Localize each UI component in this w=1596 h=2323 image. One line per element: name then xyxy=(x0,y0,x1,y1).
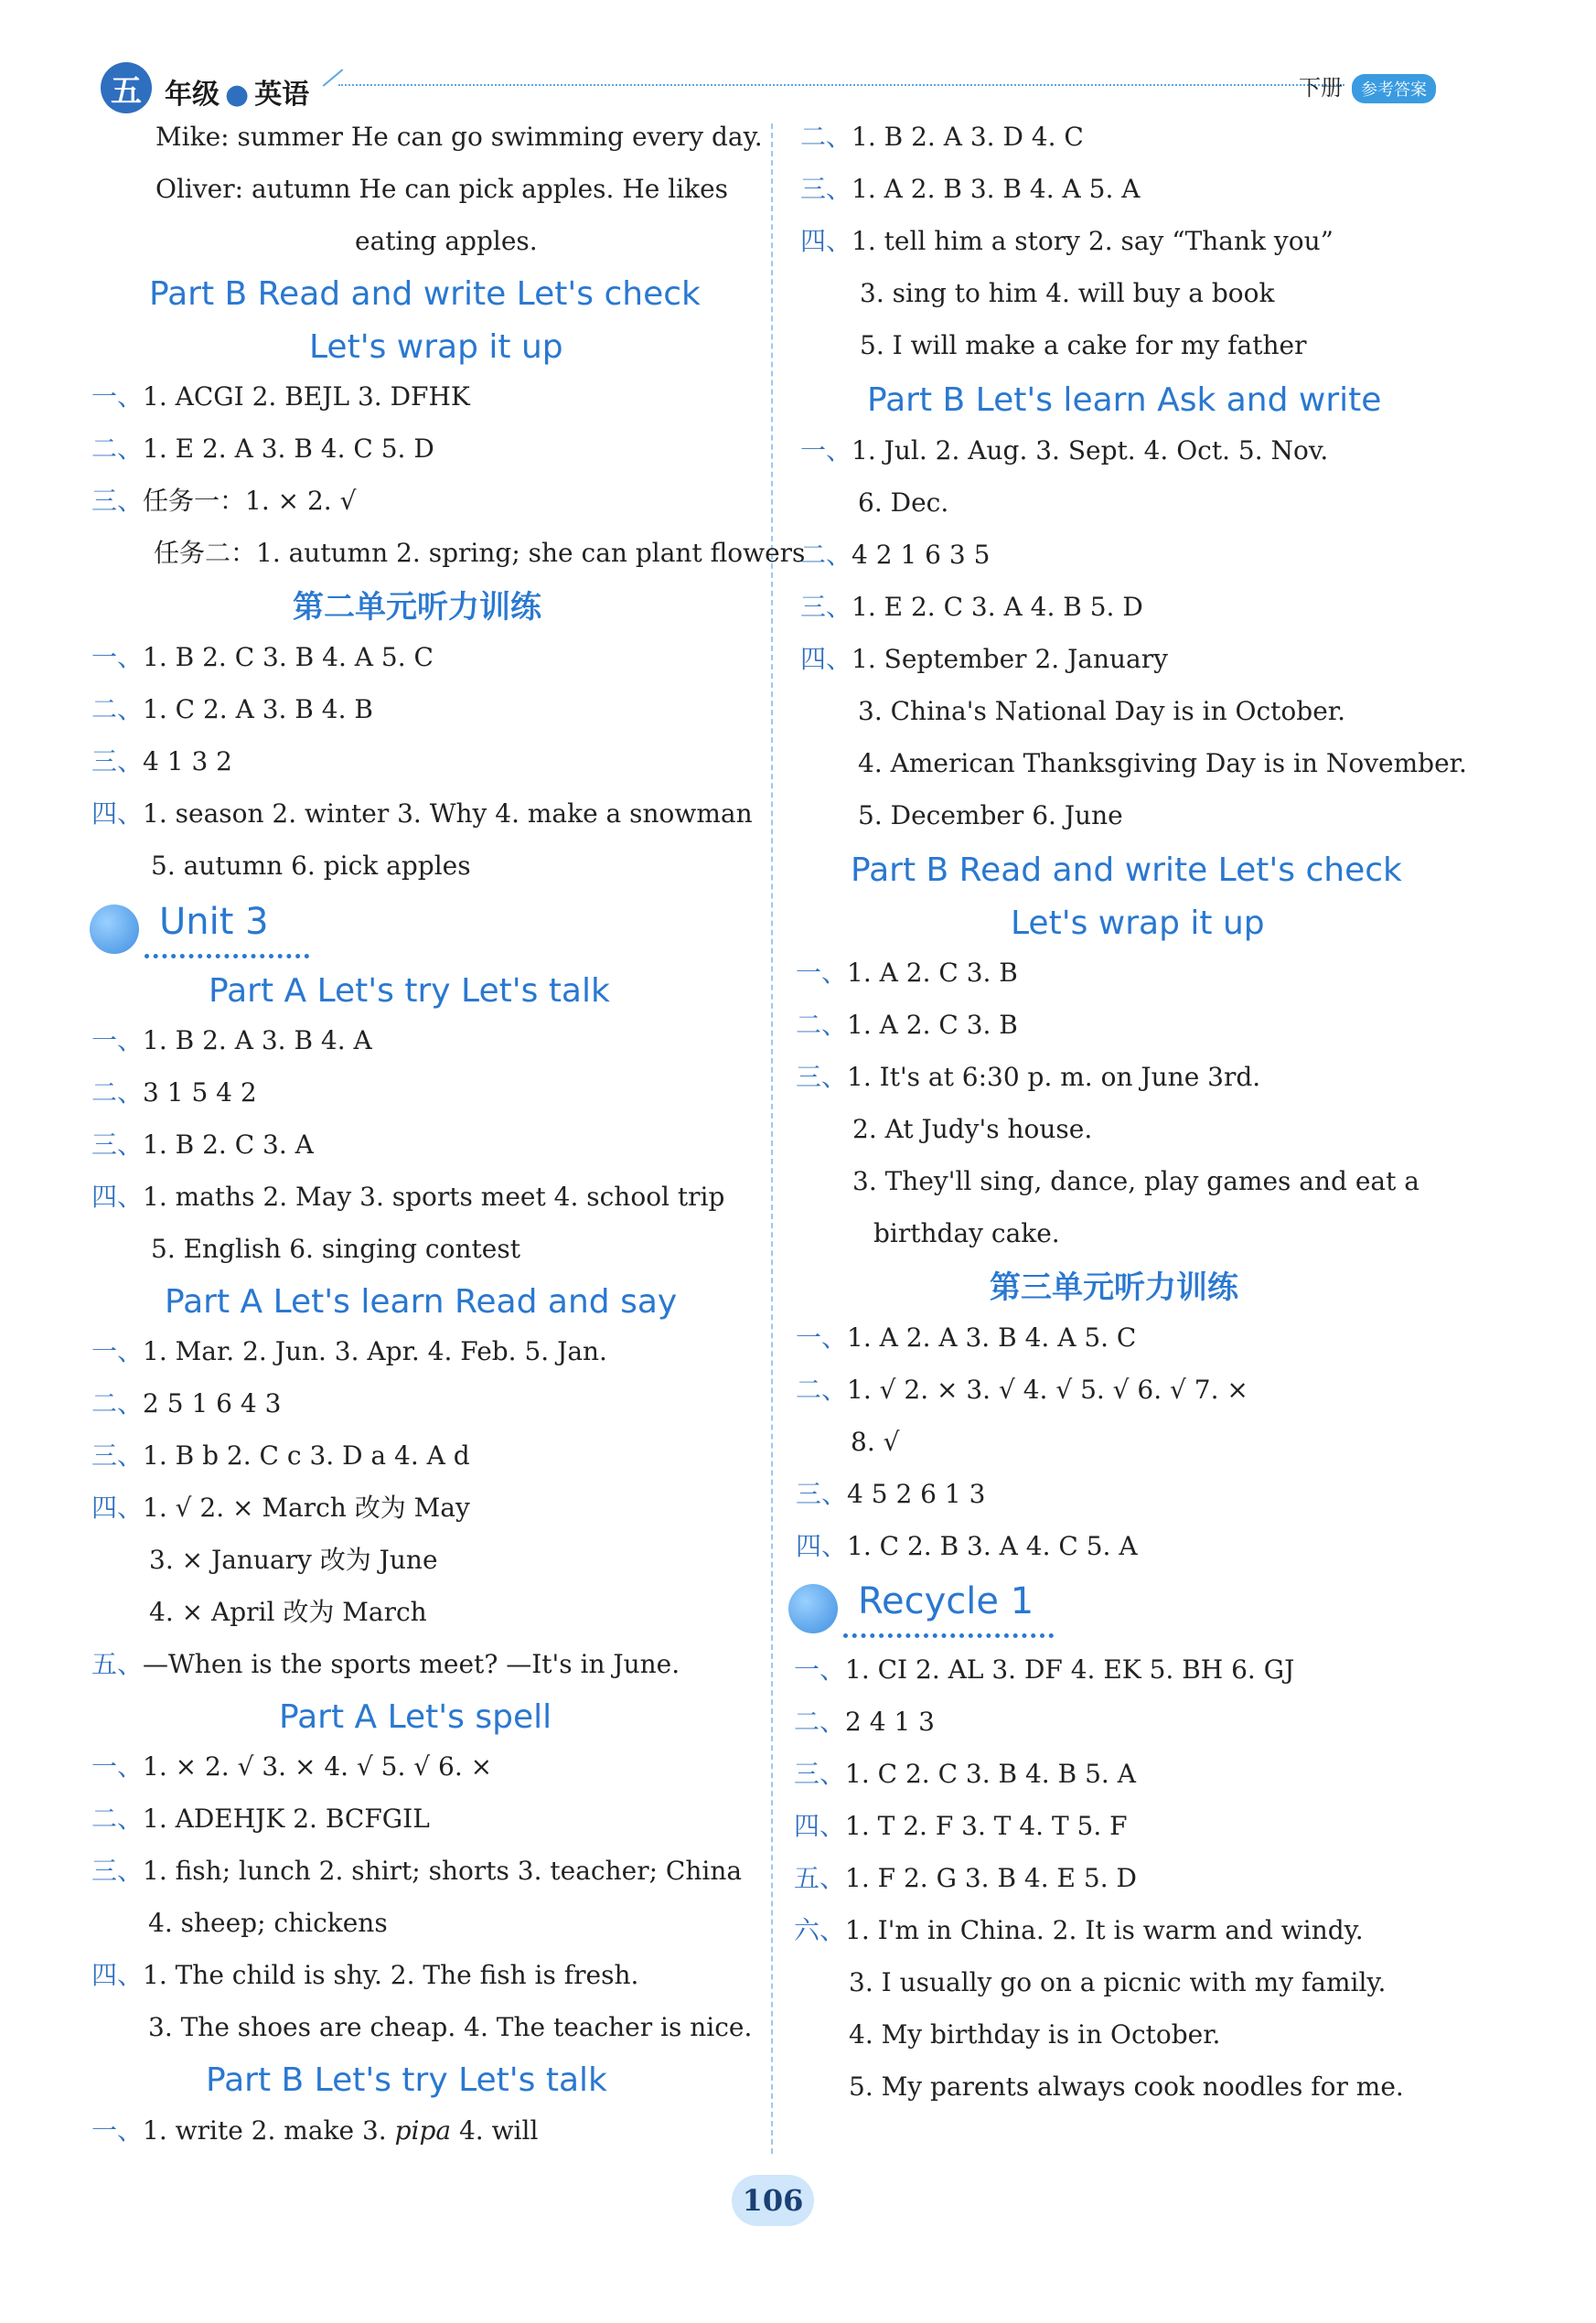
answer-text: 2 5 1 6 4 3 xyxy=(143,1388,282,1418)
column-divider xyxy=(771,123,773,2154)
answer-line: 4. American Thanksgiving Day is in November. xyxy=(858,748,1467,778)
answer-row xyxy=(796,1320,1136,1356)
item-number: 一、 xyxy=(91,381,144,412)
item-number: 三、 xyxy=(800,592,852,622)
grade-label: 年级 xyxy=(165,79,220,111)
section-title: Part B Read and write Let's check xyxy=(851,851,1402,889)
answer-text: 1. The child is shy. 2. The fish is fresh. xyxy=(143,1960,639,1990)
answer-text: 1. E 2. A 3. B 4. C 5. D xyxy=(143,434,434,464)
item-number: 四、 xyxy=(800,644,852,674)
answer-row xyxy=(91,1179,724,1215)
answer-line: 5. English 6. singing contest xyxy=(151,1234,520,1264)
unit-title: Unit 3 xyxy=(159,901,269,943)
answer-text: 4 5 2 6 1 3 xyxy=(847,1479,986,1509)
item-number: 三、 xyxy=(794,1759,846,1789)
answer-row xyxy=(91,639,434,676)
answer-text: 1. CI 2. AL 3. DF 4. EK 5. BH 6. GJ xyxy=(845,1654,1295,1685)
answer-text: 1. C 2. A 3. B 4. B xyxy=(143,694,373,724)
answer-line: 3. sing to him 4. will buy a book xyxy=(860,278,1275,308)
answer-line: 5. My parents always cook noodles for me. xyxy=(849,2071,1404,2102)
answer-line: birthday cake. xyxy=(873,1218,1060,1248)
answer-badge: 参考答案 xyxy=(1352,74,1436,103)
answer-row xyxy=(800,433,1328,469)
answer-text: 1. ACGI 2. BEJL 3. DFHK xyxy=(143,381,470,412)
answer-row xyxy=(800,537,990,573)
answer-row xyxy=(91,431,434,467)
answer-line: 2. At Judy's house. xyxy=(852,1114,1093,1144)
answer-row xyxy=(800,223,1334,260)
answer-line: 5. December 6. June xyxy=(858,800,1123,830)
answer-row xyxy=(800,119,1084,155)
section-title: Let's wrap it up xyxy=(309,328,563,366)
item-number: 四、 xyxy=(91,1493,144,1523)
answer-text: 1. season 2. winter 3. Why 4. make a snowman xyxy=(143,798,753,829)
unit-heading xyxy=(90,901,364,965)
item-number: 一、 xyxy=(796,958,848,988)
item-number: 四、 xyxy=(91,798,144,829)
unit-dots xyxy=(843,1628,1054,1638)
item-number: 五、 xyxy=(794,1863,846,1893)
item-number: 二、 xyxy=(796,1010,848,1040)
item-number: 一、 xyxy=(91,2115,144,2146)
answer-text: 3 1 5 4 2 xyxy=(143,1077,257,1108)
item-number: 三、 xyxy=(91,1129,144,1160)
answer-text: 2 4 1 3 xyxy=(845,1707,935,1737)
answer-line: 3. × January 改为 June xyxy=(149,1545,438,1575)
item-number: 一、 xyxy=(794,1654,846,1685)
answer-line: 3. I usually go on a picnic with my family. xyxy=(849,1967,1387,1997)
answer-row xyxy=(91,796,753,832)
item-number: 二、 xyxy=(800,540,852,570)
answer-text: 1. F 2. G 3. B 4. E 5. D xyxy=(845,1863,1137,1893)
answer-row xyxy=(794,1704,935,1740)
item-number: 三、 xyxy=(796,1062,848,1092)
item-number: 三、 xyxy=(800,174,852,204)
answer-text: 1. Mar. 2. Jun. 3. Apr. 4. Feb. 5. Jan. xyxy=(143,1336,607,1366)
item-number: 三、 xyxy=(91,1856,144,1886)
header-right xyxy=(1299,70,1436,103)
item-number: 三、 xyxy=(91,746,144,776)
answer-line: 4. × April 改为 March xyxy=(149,1597,427,1627)
answer-row xyxy=(800,171,1141,208)
recycle-heading xyxy=(788,1580,1154,1644)
section-title: Part A Let's learn Read and say xyxy=(165,1283,678,1321)
item-number: 四、 xyxy=(794,1811,846,1841)
item-number: 二、 xyxy=(91,1388,144,1418)
answer-line: 3. They'll sing, dance, play games and eat a xyxy=(852,1166,1419,1196)
answer-line: Mike: summer He can go swimming every day. xyxy=(155,122,763,152)
listening-title: 第三单元听力训练 xyxy=(990,1269,1238,1306)
answer-row xyxy=(796,1059,1260,1096)
answer-text: 任务一：1. × 2. √ xyxy=(143,486,357,516)
answer-text: 1. A 2. B 3. B 4. A 5. A xyxy=(852,174,1141,204)
answer-row xyxy=(800,589,1143,626)
answer-row xyxy=(91,1853,742,1889)
recycle-title: Recycle 1 xyxy=(858,1580,1034,1622)
section-title: Part A Let's spell xyxy=(279,1698,552,1736)
answer-line: 6. Dec. xyxy=(858,487,949,518)
answer-row xyxy=(794,1912,1364,1949)
grade-subject: 年级 ● 英语 xyxy=(165,79,310,111)
section-title: Part B Read and write Let's check xyxy=(149,275,701,313)
item-number: 二、 xyxy=(91,1077,144,1108)
page-header xyxy=(101,57,1454,121)
answer-line: 8. √ xyxy=(851,1427,900,1457)
header-dotted-line xyxy=(338,84,1344,86)
answer-text: 4 2 1 6 3 5 xyxy=(852,540,991,570)
item-number: 三、 xyxy=(796,1479,848,1509)
answer-row xyxy=(91,1801,430,1837)
answer-row xyxy=(91,1749,492,1785)
answer-row xyxy=(796,1007,1018,1044)
answer-text: 1. A 2. C 3. B xyxy=(847,1010,1018,1040)
answer-line: 任务二：1. autumn 2. spring; she can plant flowers xyxy=(154,538,806,568)
answer-line: 5. autumn 6. pick apples xyxy=(151,851,471,881)
answer-row xyxy=(796,955,1018,991)
answer-text: 1. C 2. C 3. B 4. B 5. A xyxy=(845,1759,1136,1789)
answer-text: 1. A 2. A 3. B 4. A 5. C xyxy=(847,1322,1137,1353)
item-number: 一、 xyxy=(800,435,852,466)
section-title: Let's wrap it up xyxy=(1011,905,1265,942)
answer-text: 1. B 2. C 3. A xyxy=(143,1129,314,1160)
answer-text: 1. √ 2. × March 改为 May xyxy=(143,1493,470,1523)
answer-text: 1. B 2. C 3. B 4. A 5. C xyxy=(143,642,434,672)
answer-row xyxy=(800,641,1168,678)
item-number: 二、 xyxy=(796,1375,848,1405)
answer-text: 4. will xyxy=(451,2115,539,2146)
answer-row xyxy=(794,1756,1136,1793)
unit-circle-icon xyxy=(90,905,139,954)
answer-text: 4 1 3 2 xyxy=(143,746,232,776)
answer-text: 1. B 2. A 3. D 4. C xyxy=(852,122,1084,152)
answer-line: 4. My birthday is in October. xyxy=(849,2019,1221,2050)
grade-badge: 五 xyxy=(101,62,152,113)
answer-row xyxy=(91,1438,470,1474)
item-number: 五、 xyxy=(91,1649,144,1679)
answer-row xyxy=(91,1386,281,1422)
answer-row xyxy=(91,1333,607,1370)
answer-line: 3. China's National Day is in October. xyxy=(858,696,1345,726)
item-number: 四、 xyxy=(796,1531,848,1561)
answer-text: —When is the sports meet? —It's in June. xyxy=(143,1649,680,1679)
answer-row xyxy=(91,1490,470,1526)
answer-row xyxy=(794,1652,1294,1688)
answer-row xyxy=(794,1860,1137,1897)
answer-text: 1. fish; lunch 2. shirt; shorts 3. teacher; China xyxy=(143,1856,743,1886)
answer-text: 1. I'm in China. 2. It is warm and windy. xyxy=(845,1915,1364,1945)
answer-text: 1. September 2. January xyxy=(852,644,1168,674)
answer-row xyxy=(796,1528,1138,1565)
item-number: 一、 xyxy=(91,1751,144,1782)
answer-text: 1. T 2. F 3. T 4. T 5. F xyxy=(845,1811,1128,1841)
answer-text: 1. tell him a story 2. say “Thank you” xyxy=(852,226,1334,256)
answer-row xyxy=(91,691,373,728)
item-number: 二、 xyxy=(91,694,144,724)
item-number: 二、 xyxy=(794,1707,846,1737)
answer-text: 1. A 2. C 3. B xyxy=(847,958,1018,988)
item-number: 四、 xyxy=(91,1182,144,1212)
answer-line: eating apples. xyxy=(355,226,538,256)
section-title: Part B Let's try Let's talk xyxy=(206,2061,607,2099)
answer-row xyxy=(91,379,470,415)
answer-row xyxy=(91,483,356,519)
item-number: 四、 xyxy=(800,226,852,256)
unit-dots xyxy=(145,948,309,958)
subject-label: 英语 xyxy=(254,79,310,111)
answer-row xyxy=(91,1022,372,1059)
section-title: Part A Let's try Let's talk xyxy=(209,972,610,1010)
item-number: 一、 xyxy=(91,1336,144,1366)
answer-line: 4. sheep; chickens xyxy=(148,1908,388,1938)
answer-text: 1. It's at 6:30 p. m. on June 3rd. xyxy=(847,1062,1261,1092)
answer-row xyxy=(91,1957,638,1994)
answer-row xyxy=(794,1808,1128,1845)
answer-row xyxy=(91,2113,538,2149)
item-number: 一、 xyxy=(91,642,144,672)
answer-text-italic: pipa xyxy=(394,2115,452,2146)
item-number: 二、 xyxy=(800,122,852,152)
answer-text: 1. Jul. 2. Aug. 3. Sept. 4. Oct. 5. Nov. xyxy=(852,435,1329,466)
answer-row xyxy=(91,744,232,780)
answer-row xyxy=(796,1372,1248,1408)
item-number: 三、 xyxy=(91,486,144,516)
listening-title: 第二单元听力训练 xyxy=(293,589,541,626)
answer-text: 1. B b 2. C c 3. D a 4. A d xyxy=(143,1440,470,1471)
item-number: 一、 xyxy=(91,1025,144,1055)
section-title: Part B Let's learn Ask and write xyxy=(867,381,1382,419)
answer-text: 1. E 2. C 3. A 4. B 5. D xyxy=(852,592,1143,622)
answer-line: 5. I will make a cake for my father xyxy=(860,330,1307,360)
answer-row xyxy=(91,1127,314,1163)
answer-line: 3. The shoes are cheap. 4. The teacher is nice. xyxy=(148,2012,753,2042)
answer-row xyxy=(91,1075,257,1111)
answer-row xyxy=(796,1476,985,1513)
answer-row xyxy=(91,1646,680,1683)
item-number: 一、 xyxy=(796,1322,848,1353)
item-number: 六、 xyxy=(794,1915,846,1945)
item-number: 三、 xyxy=(91,1440,144,1471)
answer-text: 1. write 2. make 3. xyxy=(143,2115,395,2146)
answer-text: 1. √ 2. × 3. √ 4. √ 5. √ 6. √ 7. × xyxy=(847,1375,1248,1405)
answer-text: 1. C 2. B 3. A 4. C 5. A xyxy=(847,1531,1138,1561)
answer-text: 1. × 2. √ 3. × 4. √ 5. √ 6. × xyxy=(143,1751,493,1782)
answer-text: 1. ADEHJK 2. BCFGIL xyxy=(143,1804,430,1834)
item-number: 二、 xyxy=(91,434,144,464)
answer-text: 1. maths 2. May 3. sports meet 4. school trip xyxy=(143,1182,725,1212)
unit-circle-icon xyxy=(788,1584,838,1633)
item-number: 四、 xyxy=(91,1960,144,1990)
answer-line: Oliver: autumn He can pick apples. He likes xyxy=(155,174,729,204)
answer-text: 1. B 2. A 3. B 4. A xyxy=(143,1025,372,1055)
page-number: 106 xyxy=(732,2175,814,2226)
item-number: 二、 xyxy=(91,1804,144,1834)
volume-label: 下册 xyxy=(1299,75,1343,101)
